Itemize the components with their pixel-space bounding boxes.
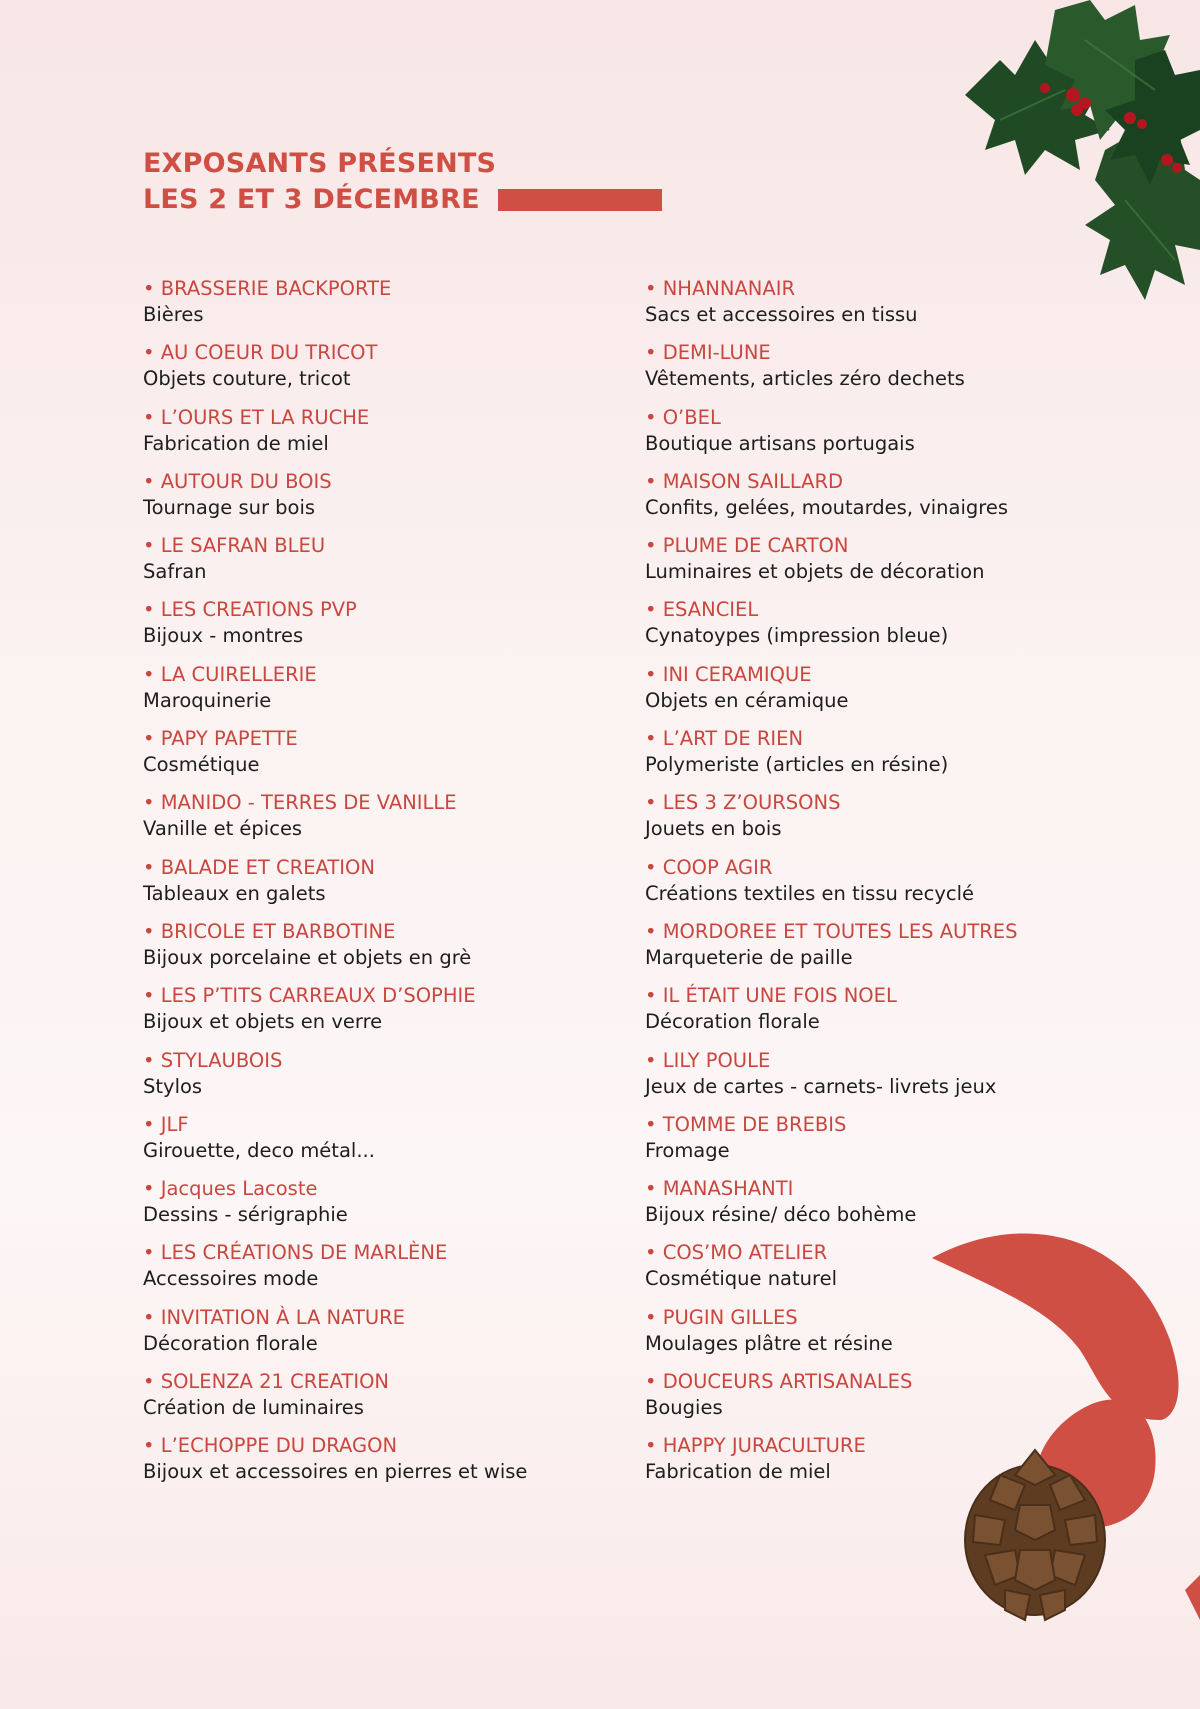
exhibitor-name: • PLUME DE CARTON: [645, 533, 1145, 559]
exhibitor-entry: [143, 726, 643, 790]
exhibitor-name: • LES CREATIONS PVP: [143, 597, 643, 623]
exhibitor-name: • O’BEL: [645, 405, 1145, 431]
exhibitor-name: • ESANCIEL: [645, 597, 1145, 623]
exhibitor-description: Fabrication de miel: [143, 431, 329, 455]
exhibitor-name: • MORDOREE ET TOUTES LES AUTRES: [645, 919, 1145, 945]
exhibitor-name: • INVITATION À LA NATURE: [143, 1305, 643, 1331]
exhibitor-name: • AUTOUR DU BOIS: [143, 469, 643, 495]
exhibitor-description: Dessins - sérigraphie: [143, 1203, 348, 1227]
exhibitor-description: Bijoux et accessoires en pierres et wise: [143, 1460, 528, 1484]
exhibitor-description: Objets en céramique: [645, 688, 849, 712]
exhibitor-name: • LE SAFRAN BLEU: [143, 533, 643, 559]
exhibitor-description: Moulages plâtre et résine: [645, 1331, 893, 1355]
exhibitor-name: • SOLENZA 21 CREATION: [143, 1369, 643, 1395]
exhibitor-description: Cosmétique naturel: [645, 1267, 838, 1291]
exhibitor-description: Vanille et épices: [143, 817, 303, 841]
exhibitor-entry: [645, 726, 1145, 790]
exhibitor-entry: [143, 340, 643, 404]
holly-decoration: [905, 0, 1200, 300]
exhibitor-entry: [143, 533, 643, 597]
exhibitor-name: • JLF: [143, 1112, 643, 1138]
exhibitor-entry: [143, 855, 643, 919]
exhibitor-name: • MAISON SAILLARD: [645, 469, 1145, 495]
exhibitor-name: • LES CRÉATIONS DE MARLÈNE: [143, 1240, 643, 1266]
exhibitor-entry: [645, 855, 1145, 919]
exhibitor-name: • COOP AGIR: [645, 855, 1145, 881]
exhibitor-description: Boutique artisans portugais: [645, 431, 915, 455]
exhibitor-name: • TOMME DE BREBIS: [645, 1112, 1145, 1138]
exhibitors-left-column: [143, 276, 643, 1498]
exhibitor-entry: [143, 1240, 643, 1304]
exhibitor-name: • DEMI-LUNE: [645, 340, 1145, 366]
exhibitor-entry: [143, 662, 643, 726]
exhibitor-entry: [143, 1433, 643, 1497]
exhibitor-description: Confits, gelées, moutardes, vinaigres: [645, 495, 1009, 519]
exhibitor-description: Cynatoypes (impression bleue): [645, 624, 949, 648]
exhibitor-name: • LES 3 Z’OURSONS: [645, 790, 1145, 816]
exhibitor-name: • BRASSERIE BACKPORTE: [143, 276, 643, 302]
exhibitor-description: Bijoux porcelaine et objets en grè: [143, 945, 472, 969]
exhibitor-description: Fromage: [645, 1138, 730, 1162]
exhibitor-description: Créations textiles en tissu recyclé: [645, 881, 975, 905]
exhibitor-entry: [143, 919, 643, 983]
exhibitor-description: Accessoires mode: [143, 1267, 319, 1291]
exhibitor-name: • LA CUIRELLERIE: [143, 662, 643, 688]
title-accent-bar: [498, 189, 662, 211]
exhibitor-description: Fabrication de miel: [645, 1460, 831, 1484]
exhibitor-entry: [143, 1305, 643, 1369]
exhibitor-name: • L’ART DE RIEN: [645, 726, 1145, 752]
exhibitor-description: Décoration florale: [143, 1331, 318, 1355]
exhibitor-entry: [143, 1112, 643, 1176]
exhibitor-entry: [645, 662, 1145, 726]
exhibitor-name: • BALADE ET CREATION: [143, 855, 643, 881]
exhibitor-name: • AU COEUR DU TRICOT: [143, 340, 643, 366]
exhibitor-entry: [645, 919, 1145, 983]
exhibitor-name: • LES P’TITS CARREAUX D’SOPHIE: [143, 983, 643, 1009]
exhibitor-name: • HAPPY JURACULTURE: [645, 1433, 1145, 1459]
exhibitor-description: Tableaux en galets: [143, 881, 326, 905]
exhibitor-description: Bougies: [645, 1396, 723, 1420]
exhibitor-entry: [645, 533, 1145, 597]
exhibitor-name: • BRICOLE ET BARBOTINE: [143, 919, 643, 945]
exhibitor-entry: [645, 1048, 1145, 1112]
title-line-2: LES 2 ET 3 DÉCEMBRE: [143, 184, 480, 215]
exhibitor-name: • PUGIN GILLES: [645, 1305, 1145, 1331]
exhibitor-name: • NHANNANAIR: [645, 276, 1145, 302]
exhibitor-name: • DOUCEURS ARTISANALES: [645, 1369, 1145, 1395]
exhibitor-entry: [645, 405, 1145, 469]
exhibitor-description: Bijoux résine/ déco bohème: [645, 1203, 917, 1227]
exhibitor-description: Jeux de cartes - carnets- livrets jeux: [645, 1074, 997, 1098]
exhibitor-description: Sacs et accessoires en tissu: [645, 303, 918, 326]
exhibitor-description: Vêtements, articles zéro dechets: [645, 367, 965, 391]
exhibitor-entry: [143, 405, 643, 469]
exhibitor-entry: [143, 469, 643, 533]
exhibitor-entry: [143, 1048, 643, 1112]
pine-cone-decoration: [945, 1430, 1125, 1630]
exhibitor-name: • INI CERAMIQUE: [645, 662, 1145, 688]
exhibitor-description: Bières: [143, 303, 204, 326]
exhibitor-entry: [143, 597, 643, 661]
exhibitor-description: Safran: [143, 560, 207, 584]
exhibitor-description: Stylos: [143, 1074, 203, 1098]
title-line-1: EXPOSANTS PRÉSENTS: [143, 148, 497, 179]
exhibitor-name: • MANIDO - TERRES DE VANILLE: [143, 790, 643, 816]
page-title: [143, 146, 496, 218]
exhibitor-description: Création de luminaires: [143, 1396, 364, 1420]
exhibitor-entry: [143, 276, 643, 340]
exhibitor-entry: [645, 276, 1145, 340]
exhibitor-description: Jouets en bois: [645, 817, 782, 841]
exhibitor-description: Polymeriste (articles en résine): [645, 753, 949, 777]
exhibitor-description: Bijoux et objets en verre: [143, 1010, 383, 1034]
exhibitor-description: Bijoux - montres: [143, 624, 304, 648]
exhibitor-entry: [143, 1369, 643, 1433]
exhibitor-name: • STYLAUBOIS: [143, 1048, 643, 1074]
exhibitor-description: Objets couture, tricot: [143, 367, 351, 391]
exhibitor-name: • MANASHANTI: [645, 1176, 1145, 1202]
exhibitor-entry: [645, 1112, 1145, 1176]
exhibitor-description: Tournage sur bois: [143, 495, 316, 519]
exhibitor-name: • L’ECHOPPE DU DRAGON: [143, 1433, 643, 1459]
exhibitor-entry: [645, 983, 1145, 1047]
exhibitor-name: • Jacques Lacoste: [143, 1176, 643, 1202]
exhibitor-description: Décoration florale: [645, 1010, 820, 1034]
exhibitor-name: • PAPY PAPETTE: [143, 726, 643, 752]
exhibitor-entry: [645, 340, 1145, 404]
exhibitor-description: Cosmétique: [143, 753, 260, 777]
exhibitor-entry: [645, 790, 1145, 854]
exhibitor-name: • IL ÉTAIT UNE FOIS NOEL: [645, 983, 1145, 1009]
exhibitor-description: Marqueterie de paille: [645, 945, 853, 969]
exhibitor-description: Maroquinerie: [143, 688, 272, 712]
exhibitor-entry: [143, 790, 643, 854]
exhibitor-entry: [143, 1176, 643, 1240]
exhibitor-description: Luminaires et objets de décoration: [645, 560, 985, 584]
exhibitor-name: • L’OURS ET LA RUCHE: [143, 405, 643, 431]
exhibitor-name: • LILY POULE: [645, 1048, 1145, 1074]
exhibitor-description: Girouette, deco métal...: [143, 1138, 375, 1162]
exhibitor-name: • COS’MO ATELIER: [645, 1240, 1145, 1266]
exhibitor-entry: [645, 597, 1145, 661]
exhibitor-entry: [143, 983, 643, 1047]
exhibitor-entry: [645, 469, 1145, 533]
